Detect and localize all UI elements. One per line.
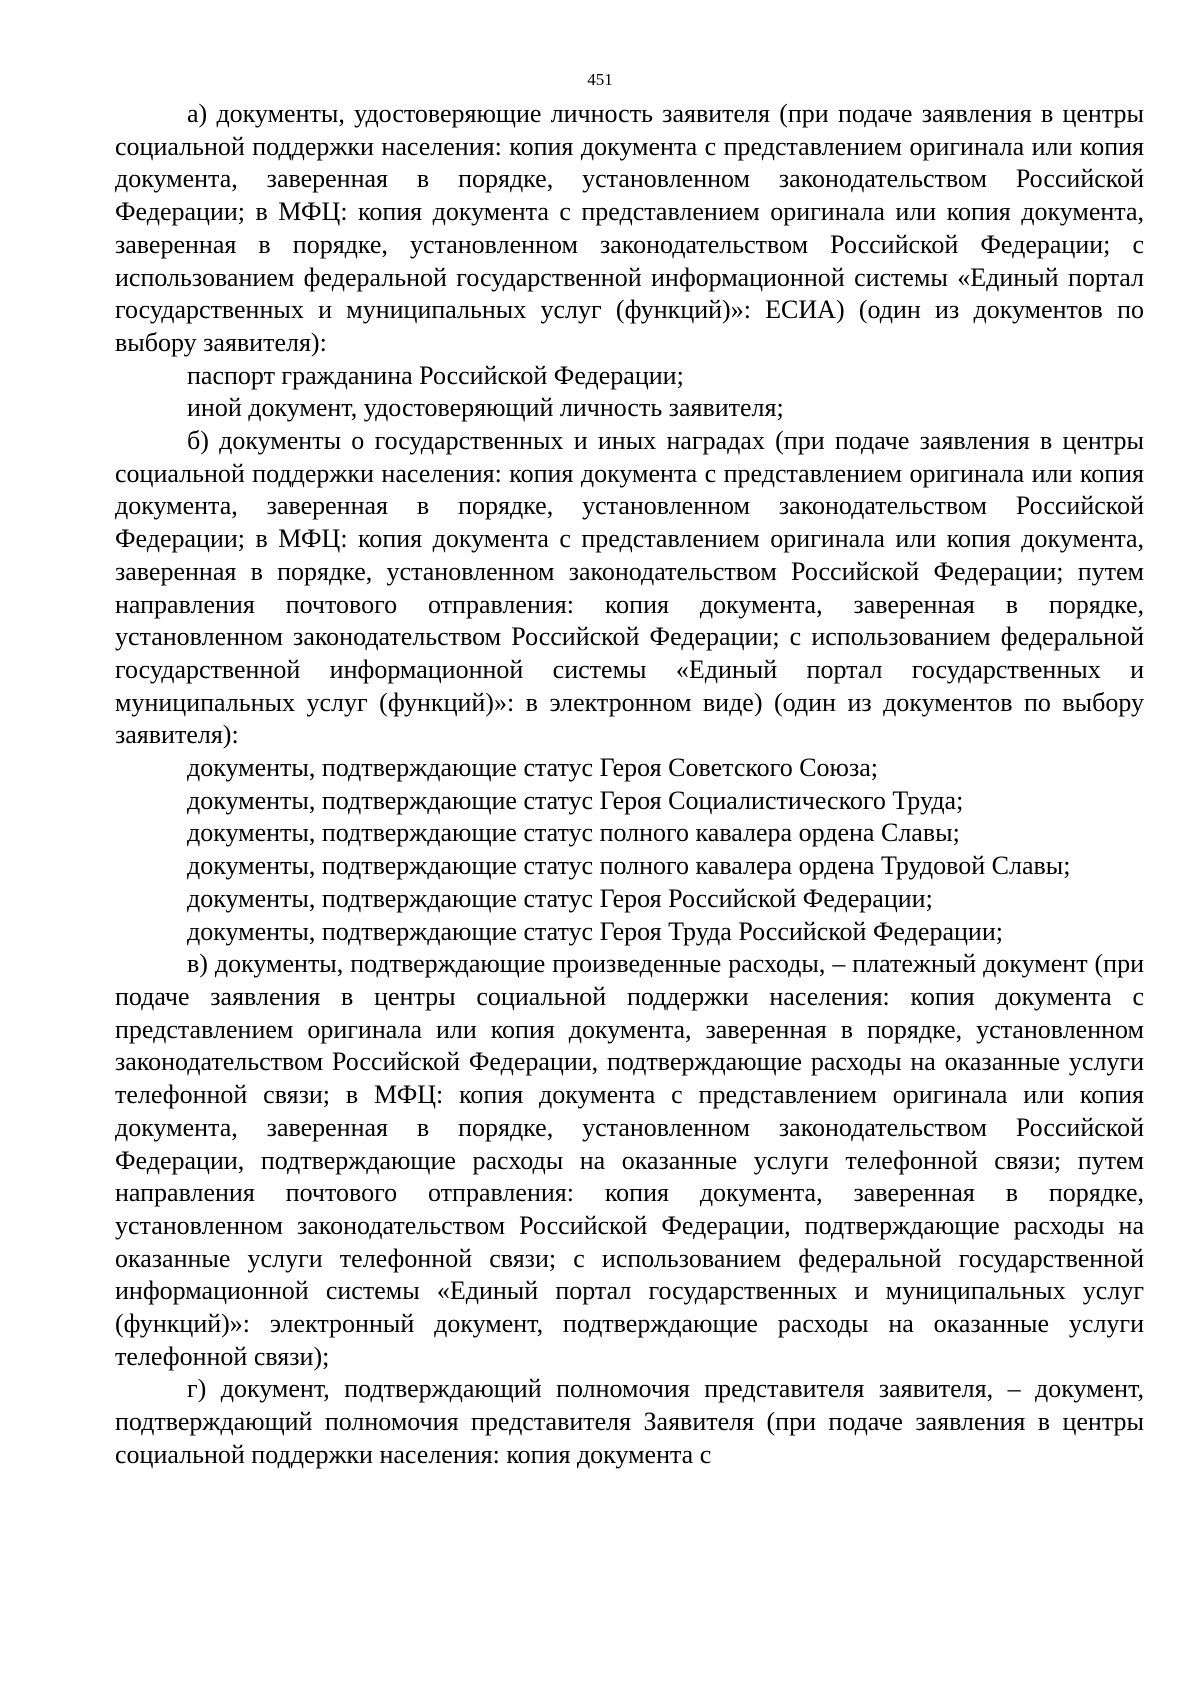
document-body xyxy=(115,98,1144,1472)
list-item-passport: паспорт гражданина Российской Федерации; xyxy=(187,360,684,390)
list-item-hero-soviet-union: документы, подтверждающие статус Героя Советского Союза; xyxy=(187,753,878,783)
list-item-hero-socialist-labor: документы, подтверждающие статус Героя Социалистического Труда; xyxy=(187,785,964,815)
paragraph-item-g: г) документ, подтверждающий полномочия представителя заявителя, – документ, подтверждающий полномочия представителя Заявителя (при подаче заявления в центры социальной поддержки населения: копия документа с xyxy=(115,1374,1144,1469)
page-number: 451 xyxy=(587,70,613,89)
list-item-order-of-labor-glory: документы, подтверждающие статус полного кавалера ордена Трудовой Славы; xyxy=(187,851,1071,881)
paragraph-item-b: б) документы о государственных и иных наградах (при подаче заявления в центры социальной поддержки населения: копия документа с представлением оригинала или копия документа, заверенная в порядке, установленном законодательством Российской Федерации; в МФЦ: копия документа с представлением оригинала или копия документа, заверенная в порядке, установленном законодательством Российской Федерации; путем направления почтового отправления: копия документа, заверенная в порядке, установленном законодательством Российской Федерации; с использованием федеральной государственной информационной системы «Единый портал государственных и муниципальных услуг (функций)»: в электронном виде) (один из документов по выбору заявителя): xyxy=(115,426,1144,750)
list-item-hero-of-labor: документы, подтверждающие статус Героя Труда Российской Федерации; xyxy=(187,916,1003,946)
list-item-other-id: иной документ, удостоверяющий личность заявителя; xyxy=(187,393,784,423)
paragraph-item-v: в) документы, подтверждающие произведенные расходы, – платежный документ (при подаче заявления в центры социальной поддержки населения: копия документа с представлением оригинала или копия документа, заверенная в порядке, установленном законодательством Российской Федерации, подтверждающие расходы на оказанные услуги телефонной связи; в МФЦ: копия документа с представлением оригинала или копия документа, заверенная в порядке, установленном законодательством Российской Федерации, подтверждающие расходы на оказанные услуги телефонной связи; путем направления почтового отправления: копия документа, заверенная в порядке, установленном законодательством Российской Федерации, подтверждающие расходы на оказанные услуги телефонной связи; с использованием федеральной государственной информационной системы «Единый портал государственных и муниципальных услуг (функций)»: электронный документ, подтверждающие расходы на оказанные услуги телефонной связи); xyxy=(115,949,1144,1371)
paragraph-item-a: а) документы, удостоверяющие личность заявителя (при подаче заявления в центры социальной поддержки населения: копия документа с представлением оригинала или копия документа, заверенная в порядке, установленном законодательством Российской Федерации; в МФЦ: копия документа с представлением оригинала или копия документа, заверенная в порядке, установленном законодательством Российской Федерации; с использованием федеральной государственной информационной системы «Единый портал государственных и муниципальных услуг (функций)»: ЕСИА) (один из документов по выбору заявителя): xyxy=(115,99,1144,357)
list-item-order-of-glory: документы, подтверждающие статус полного кавалера ордена Славы; xyxy=(187,818,960,848)
list-item-hero-russian-federation: документы, подтверждающие статус Героя Российской Федерации; xyxy=(187,883,933,913)
